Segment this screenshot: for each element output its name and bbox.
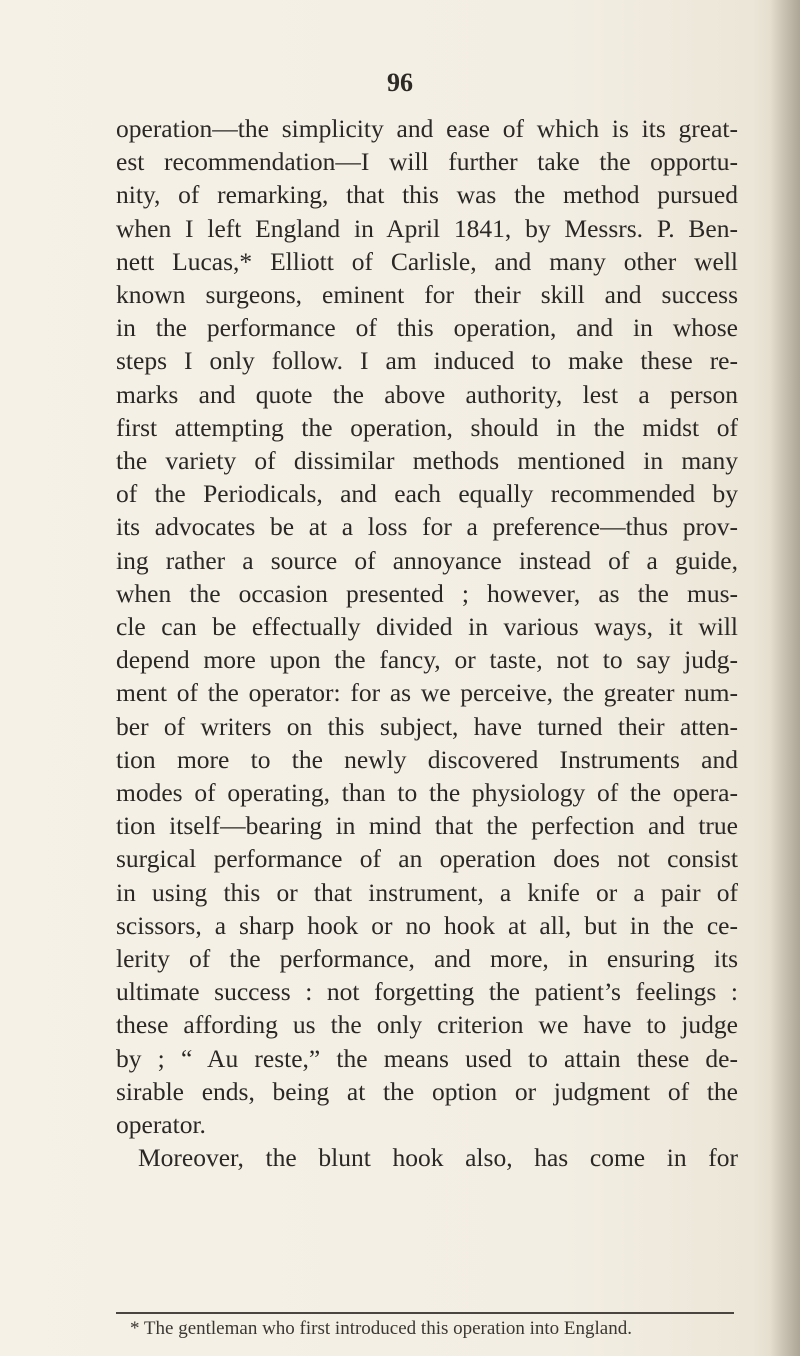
text-line: its advocates be at a loss for a preference—thus prov-	[116, 512, 738, 542]
footnote-rule	[116, 1312, 734, 1314]
text-line: modes of operating, than to the physiology of the opera-	[116, 778, 738, 808]
text-line: marks and quote the above authority, lest a person	[116, 379, 738, 409]
text-line: lerity of the performance, and more, in ensuring its	[116, 944, 738, 974]
text-line: the variety of dissimilar methods mentioned in many	[116, 446, 738, 476]
text-line: cle can be effectually divided in various ways, it will	[116, 612, 738, 642]
text-line: tion itself—bearing in mind that the perfection and true	[116, 811, 738, 841]
text-line: operator.	[116, 1110, 206, 1140]
text-line: known surgeons, eminent for their skill and success	[116, 280, 738, 310]
page-number: 96	[387, 68, 413, 97]
text-line: operation—the simplicity and ease of which is its great-	[116, 114, 738, 143]
text-line: ber of writers on this subject, have turned their atten-	[116, 711, 738, 741]
text-line: when the occasion presented ; however, as the mus-	[116, 578, 738, 608]
text-line: steps I only follow. I am induced to make these re-	[116, 346, 738, 376]
text-line: ment of the operator: for as we perceive, the greater num-	[116, 678, 738, 708]
text-line: in the performance of this operation, and in whose	[116, 313, 738, 343]
text-line: sirable ends, being at the option or judgment of the	[116, 1076, 738, 1106]
text-line: surgical performance of an operation does not consist	[116, 844, 738, 874]
text-line: first attempting the operation, should in the midst of	[116, 412, 738, 442]
text-line: scissors, a sharp hook or no hook at all, but in the ce-	[116, 910, 738, 940]
text-line: when I left England in April 1841, by Messrs. P. Ben-	[116, 213, 738, 243]
text-line: these affording us the only criterion we have to judge	[116, 1010, 738, 1040]
text-line: of the Periodicals, and each equally recommended by	[116, 479, 738, 509]
text-line: nett Lucas,* Elliott of Carlisle, and many other well	[116, 246, 738, 276]
body-text	[116, 112, 738, 1175]
text-line: ultimate success : not forgetting the patient’s feelings :	[116, 977, 738, 1007]
text-line: est recommendation—I will further take the opportu-	[116, 147, 738, 177]
text-line-indented: Moreover, the blunt hook also, has come in for	[138, 1143, 738, 1173]
text-line: ing rather a source of annoyance instead of a guide,	[116, 545, 738, 575]
text-line: nity, of remarking, that this was the method pursued	[116, 180, 738, 210]
text-line: by ; “ Au reste,” the means used to attain these de-	[116, 1043, 738, 1073]
text-line: in using this or that instrument, a knife or a pair of	[116, 877, 738, 907]
page-edge-shadow	[770, 0, 800, 1356]
text-line: tion more to the newly discovered Instruments and	[116, 744, 738, 774]
footnote: * The gentleman who first introduced this operation into England.	[130, 1318, 632, 1339]
text-line: depend more upon the fancy, or taste, not to say judg-	[116, 645, 738, 675]
